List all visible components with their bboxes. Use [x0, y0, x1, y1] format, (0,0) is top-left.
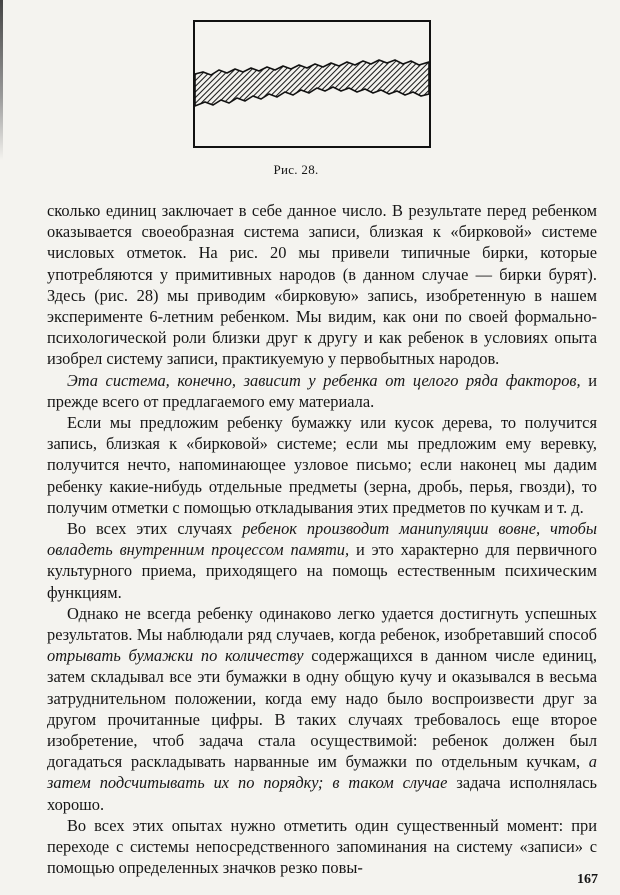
italic-text: Эта система, конечно, зависит у ребенка от целого ряда факторов,: [67, 370, 581, 390]
figure-caption-text: Рис. 28.: [273, 162, 319, 177]
paragraph: [47, 518, 597, 603]
figure-tally-record: [193, 20, 431, 148]
text-run: содержащихся в данном числе единиц, затем складывал все эти бумажки в одну общую кучу и оказывался в весьма затруднительном положении, когда ему надо было воспроизвести друг за другом прочитанные цифры. В таких случаях требовалось еще второе изобретение, чтоб задача стала осуществимой: ребенок должен был догадаться раскладывать нарванные им бумажки по отдельным кучкам,: [47, 646, 597, 772]
paragraph: [47, 200, 597, 370]
text-run: Во всех этих опытах нужно отметить один существенный момент: при переходе с системы непосредственного запоминания на систему «записи» с помощью определенных значков резко повы-: [47, 815, 597, 878]
body-text: [47, 200, 597, 879]
text-run: задача исполнялась хорошо.: [47, 773, 597, 814]
text-run: сколько единиц заключает в себе данное число. В результате перед ребенком оказывается своеобразная система записи, близкая к «бирковой» системе числовых отметок. На рис. 20 мы привели типичные бирки, которые употребляются у примитивных народов (в данном случае — бирки бурят). Здесь (рис. 28) мы приводим «бирковую» запись, изобретенную в нашем эксперименте 6-летним ребенком. Мы видим, как они по своей формально-психологической роли близки друг к другу и как ребенок в условиях опыта изобрел систему записи, практикуемую у первобытных народов.: [47, 201, 597, 369]
page-number: 167: [577, 872, 598, 887]
text-run: и прежде всего от предлагаемого ему материала.: [47, 370, 597, 411]
italic-text: ребенок производит манипуляции вовне, чтобы овладеть внутренним процессом памяти,: [47, 519, 597, 560]
text-run: Если мы предложим ребенку бумажку или кусок дерева, то получится запись, близкая к «бирковой» системе; если мы предложим ему веревку, получится нечто, напоминающее узловое письмо; если наконец мы дадим ребенку какие-нибудь отдельные предметы (зерна, дробь, перья, гвозди), то получим отметки с помощью откладывания этих предметов по кучкам и т. д.: [47, 413, 597, 517]
tally-strip-drawing: [193, 20, 431, 148]
italic-text: а затем подсчитывать их по порядку; в таком случае: [47, 752, 597, 793]
paragraph: [47, 815, 597, 879]
paragraph: [47, 370, 597, 412]
figure-caption: [0, 162, 620, 178]
paragraph: [47, 412, 597, 518]
text-run: Во всех этих случаях: [67, 519, 243, 539]
page-edge-shadow: [0, 0, 3, 160]
text-run: Однако не всегда ребенку одинаково легко удается достигнуть успешных результатов. Мы наблюдали ряд случаев, когда ребенок, изобретавший способ: [47, 603, 597, 645]
text-run: и это характерно для первичного культурного приема, приходящего на помощь естественным психическим функциям.: [47, 540, 597, 602]
italic-text: отрывать бумажки по количеству: [47, 646, 304, 666]
paragraph: [47, 603, 597, 815]
